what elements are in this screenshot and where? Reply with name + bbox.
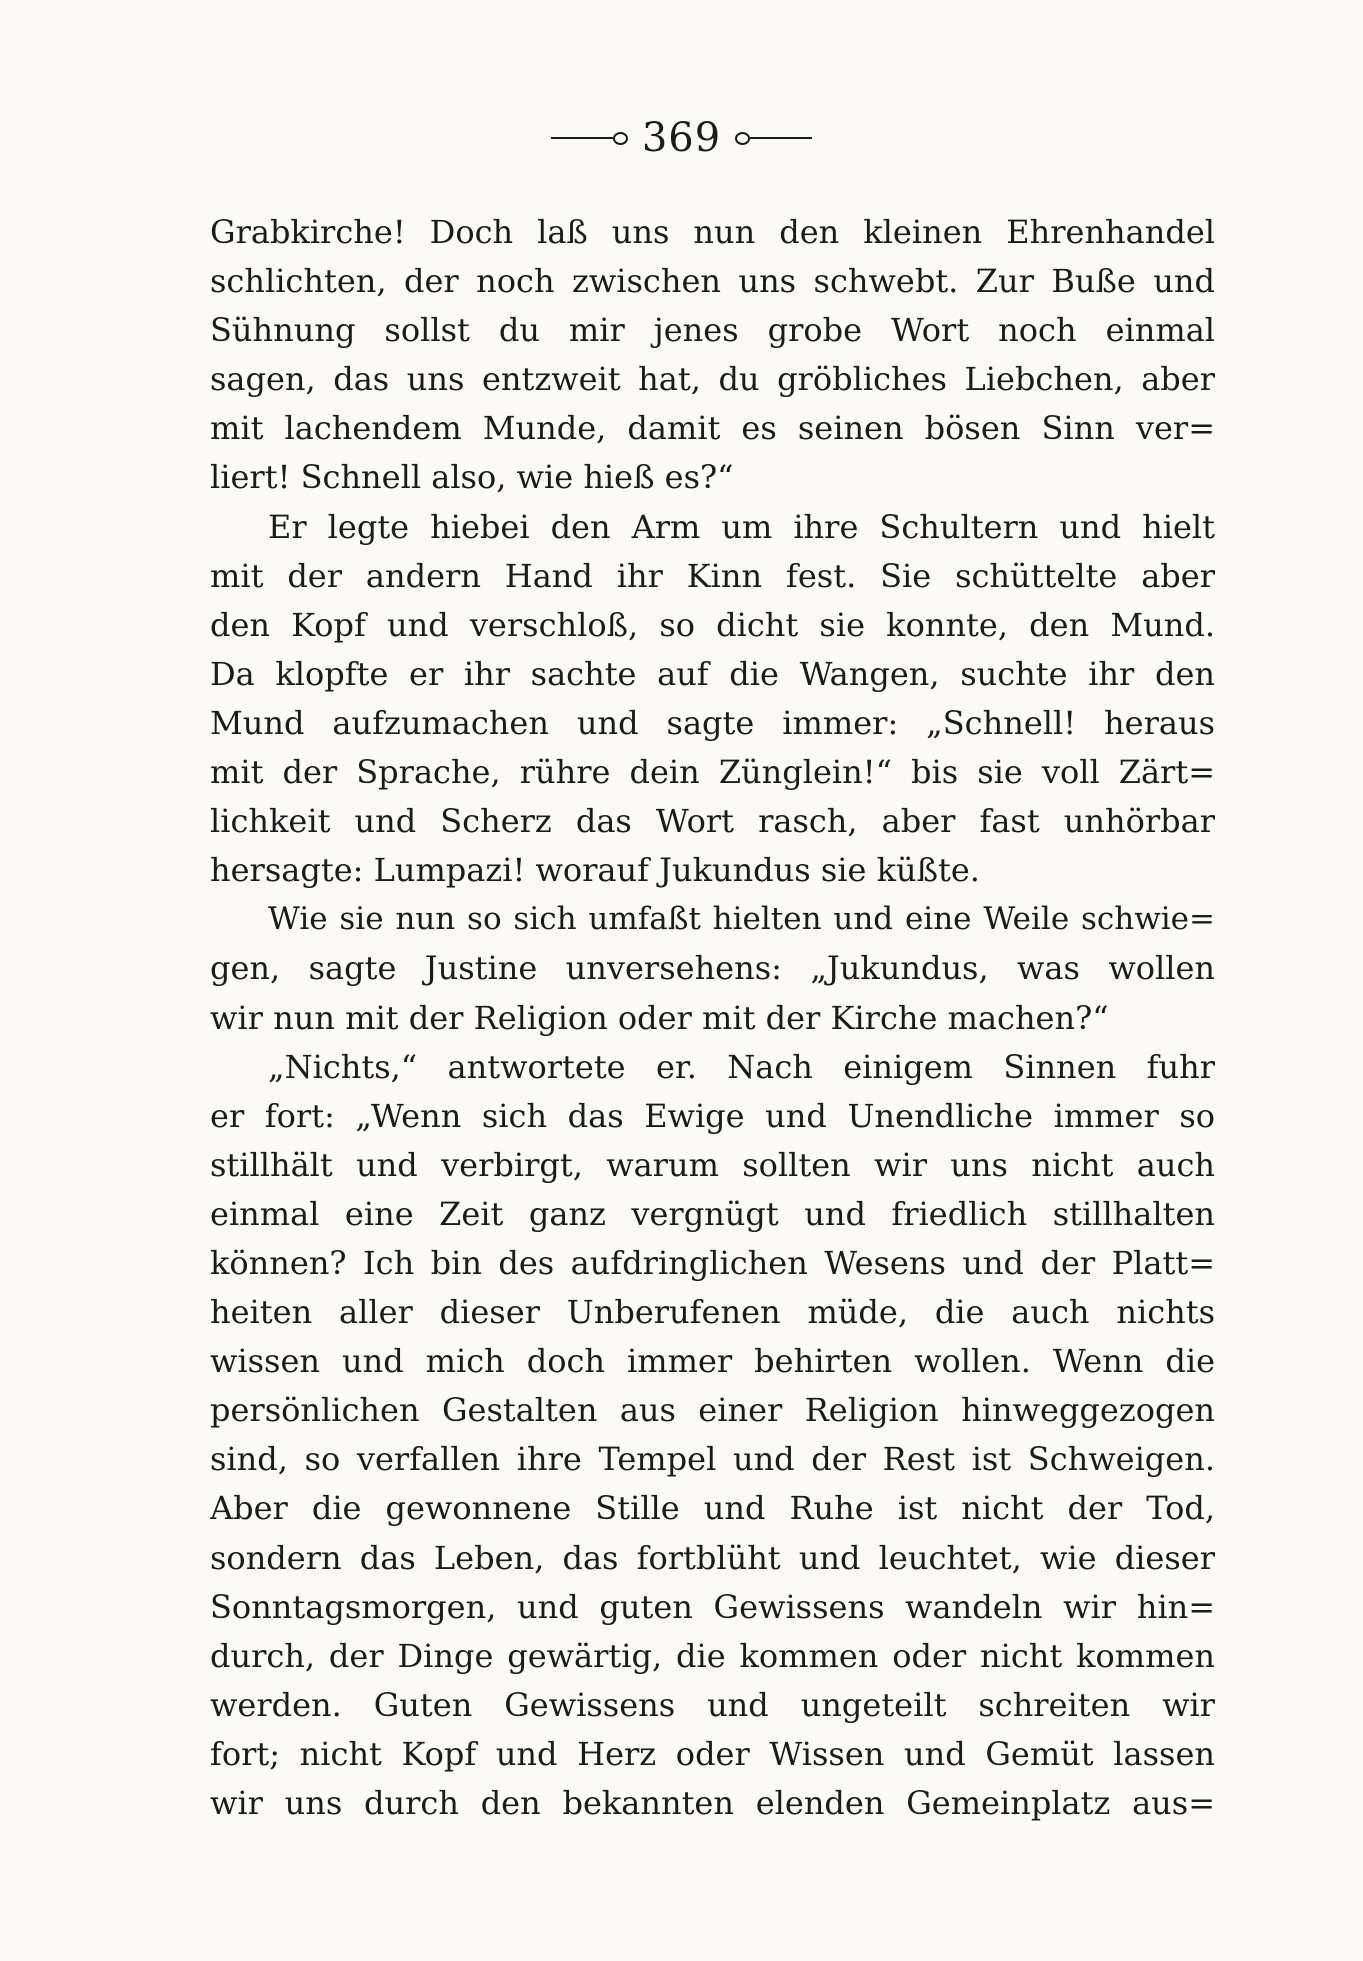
ornament-rule (551, 137, 613, 139)
text-line: lichkeit und Scherz das Wort rasch, aber fast unhörbar (210, 802, 1215, 841)
ornament-circle (613, 132, 628, 145)
text-line: werden. Guten Gewissens und ungeteilt schreiten wir (210, 1685, 1215, 1724)
text-line: wir uns durch den bekannten elenden Gemeinplatz aus= (210, 1784, 1215, 1822)
ornament-circle (735, 132, 750, 145)
text-line: Wie sie nun so sich umfaßt hielten und eine Weile schwie= (268, 901, 1215, 938)
text-line: Da klopfte er ihr sachte auf die Wangen, suchte ihr den (210, 654, 1215, 693)
text-line: stillhält und verbirgt, warum sollten wir uns nicht auch (210, 1145, 1215, 1184)
text-line: er fort: „Wenn sich das Ewige und Unendliche immer so (210, 1096, 1215, 1135)
text-line: können? Ich bin des aufdringlichen Wesens und der Platt= (210, 1243, 1215, 1282)
text-line: sagen, das uns entzweit hat, du gröbliches Liebchen, aber (210, 360, 1215, 399)
text-line: Grabkirche! Doch laß uns nun den kleinen Ehrenhandel (210, 213, 1215, 251)
text-line: mit der andern Hand ihr Kinn fest. Sie schüttelte aber (210, 556, 1215, 595)
text-line: „Nichts,“ antwortete er. Nach einigem Sinnen fuhr (268, 1047, 1215, 1086)
right-ornament (735, 132, 812, 145)
page-number: 369 (641, 115, 722, 161)
text-line: den Kopf und verschloß, so dicht sie konnte, den Mund. (210, 605, 1215, 644)
page-header (0, 115, 1363, 161)
text-line: Sonntagsmorgen, und guten Gewissens wandeln wir hin= (210, 1587, 1215, 1626)
text-line: sind, so verfallen ihre Tempel und der Rest ist Schweigen. (210, 1440, 1215, 1479)
text-line: liert! Schnell also, wie hieß es?“ (210, 458, 734, 497)
text-line: wissen und mich doch immer behirten wollen. Wenn die (210, 1342, 1215, 1381)
text-line: einmal eine Zeit ganz vergnügt und friedlich stillhalten (210, 1194, 1215, 1233)
text-line: Mund aufzumachen und sagte immer: „Schnell! heraus (210, 703, 1215, 742)
text-line: mit der Sprache, rühre dein Zünglein!“ bis sie voll Zärt= (210, 753, 1215, 792)
text-line: schlichten, der noch zwischen uns schwebt. Zur Buße und (210, 262, 1215, 301)
text-line: wir nun mit der Religion oder mit der Kirche machen?“ (210, 998, 1109, 1037)
text-line: sondern das Leben, das fortblüht und leuchtet, wie dieser (210, 1538, 1215, 1577)
text-line: Aber die gewonnene Stille und Ruhe ist nicht der Tod, (210, 1489, 1215, 1528)
body-text (210, 208, 1215, 1828)
text-line: gen, sagte Justine unversehens: „Jukundus, was wollen (210, 949, 1215, 988)
text-line: Sühnung sollst du mir jenes grobe Wort noch einmal (210, 311, 1215, 350)
text-line: mit lachendem Munde, damit es seinen bösen Sinn ver= (210, 409, 1215, 448)
ornament-rule (750, 137, 812, 139)
text-line: heiten aller dieser Unberufenen müde, die auch nichts (210, 1293, 1215, 1332)
text-line: hersagte: Lumpazi! worauf Jukundus sie küßte. (210, 851, 980, 890)
text-line: Er legte hiebei den Arm um ihre Schultern und hielt (268, 507, 1215, 546)
left-ornament (551, 132, 628, 145)
text-line: fort; nicht Kopf und Herz oder Wissen und Gemüt lassen (210, 1734, 1215, 1773)
text-line: durch, der Dinge gewärtig, die kommen oder nicht kommen (210, 1636, 1215, 1675)
text-line: persönlichen Gestalten aus einer Religion hinweggezogen (210, 1391, 1215, 1430)
